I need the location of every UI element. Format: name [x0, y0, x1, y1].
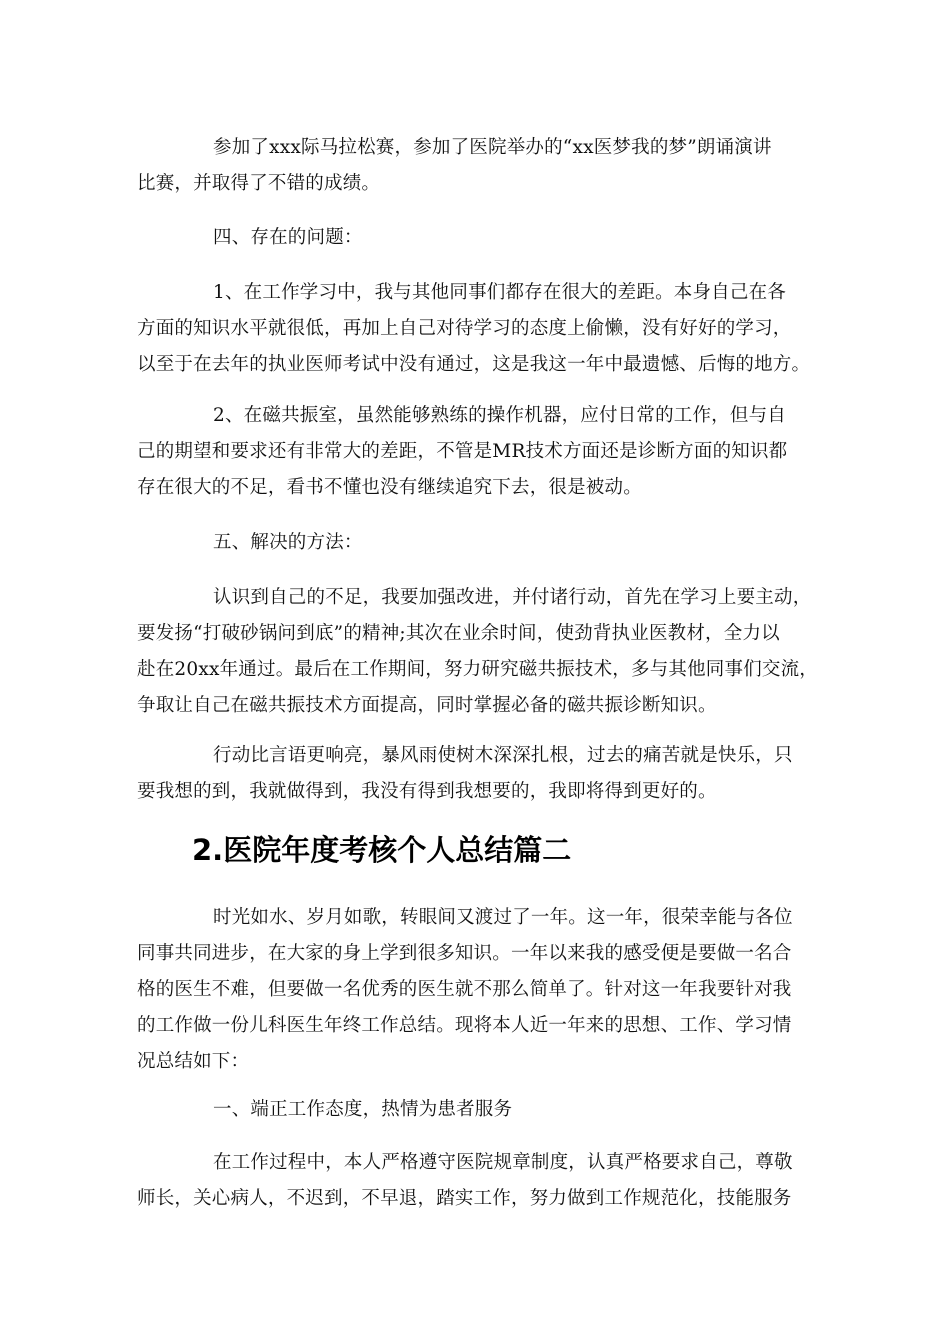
section-title: 2.医院年度考核个人总结篇二 — [192, 833, 572, 867]
paragraph-problem-1 — [137, 275, 837, 383]
paragraph-intro — [137, 900, 837, 1080]
text-line: 争取让自己在磁共振技术方面提高，同时掌握必备的磁共振诊断知识。 — [137, 695, 717, 716]
subheading-work-attitude — [137, 1092, 837, 1128]
text-line: 时光如水、岁月如歌，转眼间又渡过了一年。这一年，很荣幸能与各位 — [213, 907, 793, 928]
subheading-existing-problems — [137, 220, 837, 256]
text-line: 以至于在去年的执业医师考试中没有通过，这是我这一年中最遗憾、后悔的地方。 — [137, 354, 811, 375]
text-line: 行动比言语更响亮，暴风雨使树木深深扎根，过去的痛苦就是快乐，只 — [213, 745, 793, 766]
text-line: 方面的知识水平就很低，再加上自己对待学习的态度上偷懒，没有好好的学习， — [137, 318, 792, 339]
text-line: 况总结如下： — [137, 1051, 250, 1072]
text-line: 同事共同进步，在大家的身上学到很多知识。一年以来我的感受便是要做一名合 — [137, 943, 792, 964]
text-line: 四、存在的问题： — [213, 227, 363, 248]
text-line: 师长，关心病人，不迟到，不早退，踏实工作，努力做到工作规范化，技能服务 — [137, 1188, 792, 1209]
text-line: 2、在磁共振室，虽然能够熟练的操作机器，应付日常的工作，但与自 — [213, 405, 786, 426]
text-line: 己的期望和要求还有非常大的差距，不管是MR技术方面还是诊断方面的知识都 — [137, 441, 788, 462]
paragraph-work-process — [137, 1145, 837, 1217]
text-line: 要我想的到，我就做得到，我没有得到我想要的，我即将得到更好的。 — [137, 781, 717, 802]
text-line: 存在很大的不足，看书不懂也没有继续追究下去，很是被动。 — [137, 477, 642, 498]
text-line: 一、端正工作态度，热情为患者服务 — [213, 1099, 513, 1120]
text-line: 认识到自己的不足，我要加强改进，并付诸行动，首先在学习上要主动， — [213, 587, 812, 608]
paragraph-solution — [137, 580, 837, 724]
paragraph-problem-2 — [137, 398, 837, 506]
paragraph-action — [137, 738, 837, 810]
paragraph-marathon — [137, 130, 837, 202]
text-line: 比赛，并取得了不错的成绩。 — [137, 173, 381, 194]
text-line: 在工作过程中，本人严格遵守医院规章制度，认真严格要求自己，尊敬 — [213, 1152, 793, 1173]
text-line: 1、在工作学习中，我与其他同事们都存在很大的差距。本身自己在各 — [213, 282, 786, 303]
text-line: 五、解决的方法： — [213, 532, 363, 553]
text-line: 要发扬“打破砂锅问到底”的精神;其次在业余时间，使劲背执业医教材，全力以 — [137, 623, 780, 644]
text-line: 赴在20xx年通过。最后在工作期间，努力研究磁共振技术，多与其他同事们交流， — [137, 659, 819, 680]
text-line: 参加了xxx际马拉松赛，参加了医院举办的“xx医梦我的梦”朗诵演讲 — [213, 137, 772, 158]
text-line: 格的医生不难，但要做一名优秀的医生就不那么简单了。针对这一年我要针对我 — [137, 979, 792, 1000]
text-line: 的工作做一份儿科医生年终工作总结。现将本人近一年来的思想、工作、学习情 — [137, 1015, 792, 1036]
subheading-solutions — [137, 525, 837, 561]
